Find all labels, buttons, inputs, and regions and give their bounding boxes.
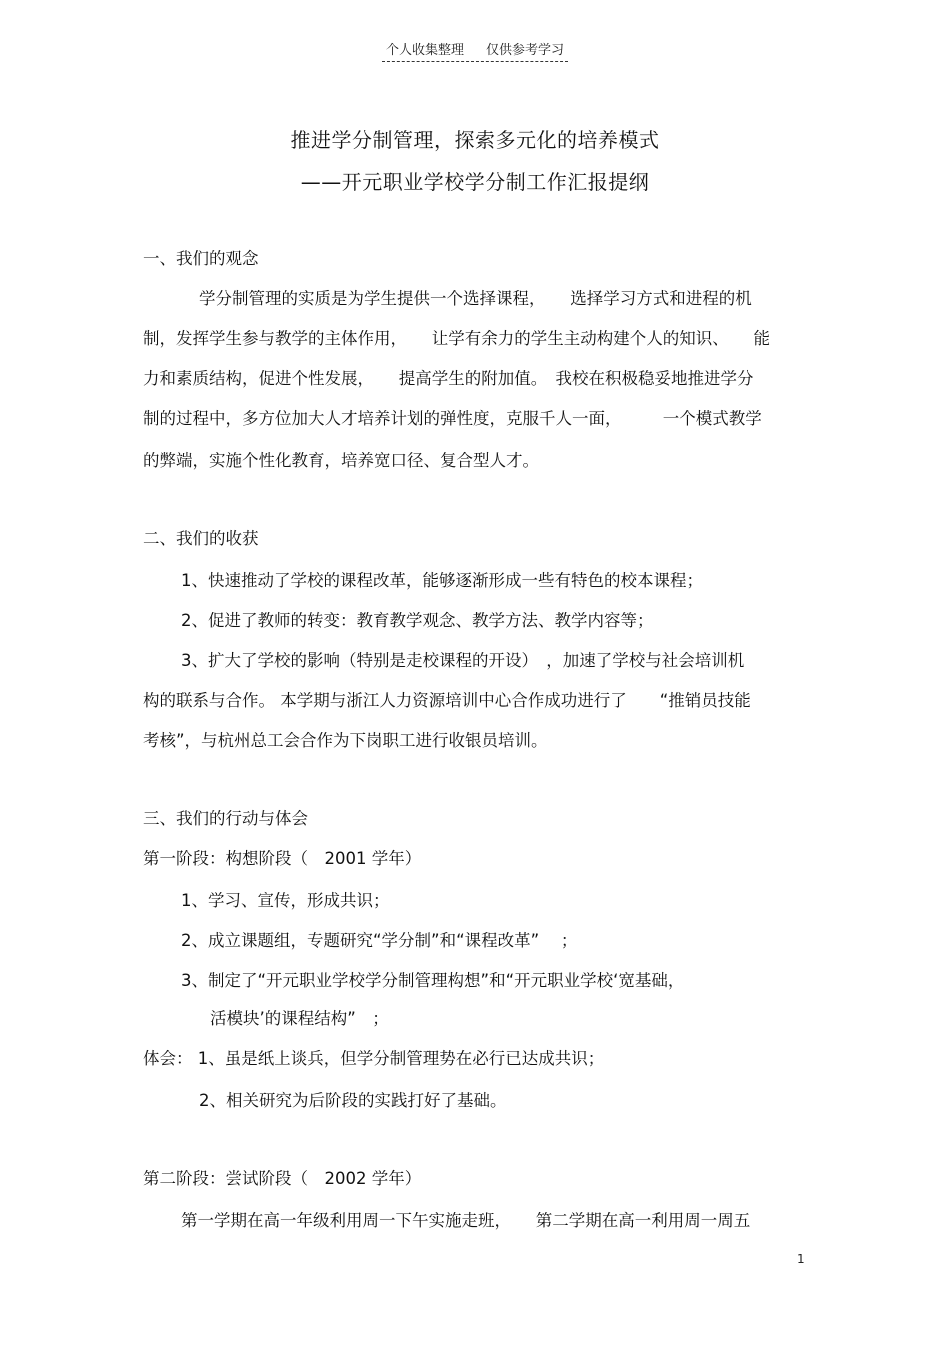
section2-item: 3、扩大了学校的影响（特别是走校课程的开设） ，加速了学校与社会培训机 [181, 651, 745, 670]
section1-line: 制，发挥学生参与教学的主体作用， 让学有余力的学生主动构建个人的知识、 能 [143, 329, 770, 348]
page-header [0, 39, 950, 62]
document-subtitle: ——开元职业学校学分制工作汇报提纲 [300, 170, 650, 194]
section1-heading: 一、我们的观念 [143, 249, 259, 268]
stage1-item: 1、学习、宣传，形成共识； [181, 891, 390, 910]
section2-item-cont: 构的联系与合作。 本学期与浙江人力资源培训中心合作成功进行了 “推销员技能 [143, 691, 751, 710]
stage2-title: 第二阶段：尝试阶段（ 2002 学年） [143, 1169, 422, 1188]
section2-item: 2、促进了教师的转变：教育教学观念、教学方法、教学内容等； [181, 611, 654, 630]
stage2-text: 第一学期在高一年级利用周一下午实施走班， 第二学期在高一利用周一周五 [181, 1211, 751, 1230]
header-band [382, 39, 568, 62]
stage1-item-cont: 活模块’的课程结构” ； [210, 1009, 389, 1028]
stage1-title: 第一阶段：构想阶段（ 2001 学年） [143, 849, 422, 868]
section2-item: 1、快速推动了学校的课程改革，能够逐渐形成一些有特色的校本课程； [181, 571, 703, 590]
header-left-text: 个人收集整理 [385, 43, 464, 58]
section3-heading: 三、我们的行动与体会 [143, 809, 308, 828]
section1-line: 学分制管理的实质是为学生提供一个选择课程， 选择学习方式和进程的机 [199, 289, 752, 308]
section2-item-cont: 考核”，与杭州总工会合作为下岗职工进行收银员培训。 [143, 731, 548, 750]
document-title: 推进学分制管理，探索多元化的培养模式 [290, 128, 660, 152]
section1-line: 的弊端，实施个性化教育，培养宽口径、复合型人才。 [143, 451, 539, 470]
stage1-reflection: 2、相关研究为后阶段的实践打好了基础。 [199, 1091, 507, 1110]
section1-line: 力和素质结构，促进个性发展， 提高学生的附加值。 我校在积极稳妥地推进学分 [143, 369, 754, 388]
section2-heading: 二、我们的收获 [143, 529, 259, 548]
stage1-reflection: 体会： 1、虽是纸上谈兵，但学分制管理势在必行已达成共识； [143, 1049, 605, 1068]
header-right-text: 仅供参考学习 [486, 43, 565, 58]
stage1-item: 2、成立课题组，专题研究“学分制”和“课程改革” ； [181, 931, 578, 950]
stage1-item: 3、制定了“开元职业学校学分制管理构想”和“开元职业学校‘宽基础， [181, 971, 685, 990]
section1-line: 制的过程中，多方位加大人才培养计划的弹性度，克服千人一面， 一个模式教学 [143, 409, 762, 428]
page-number: 1 [797, 1252, 805, 1266]
